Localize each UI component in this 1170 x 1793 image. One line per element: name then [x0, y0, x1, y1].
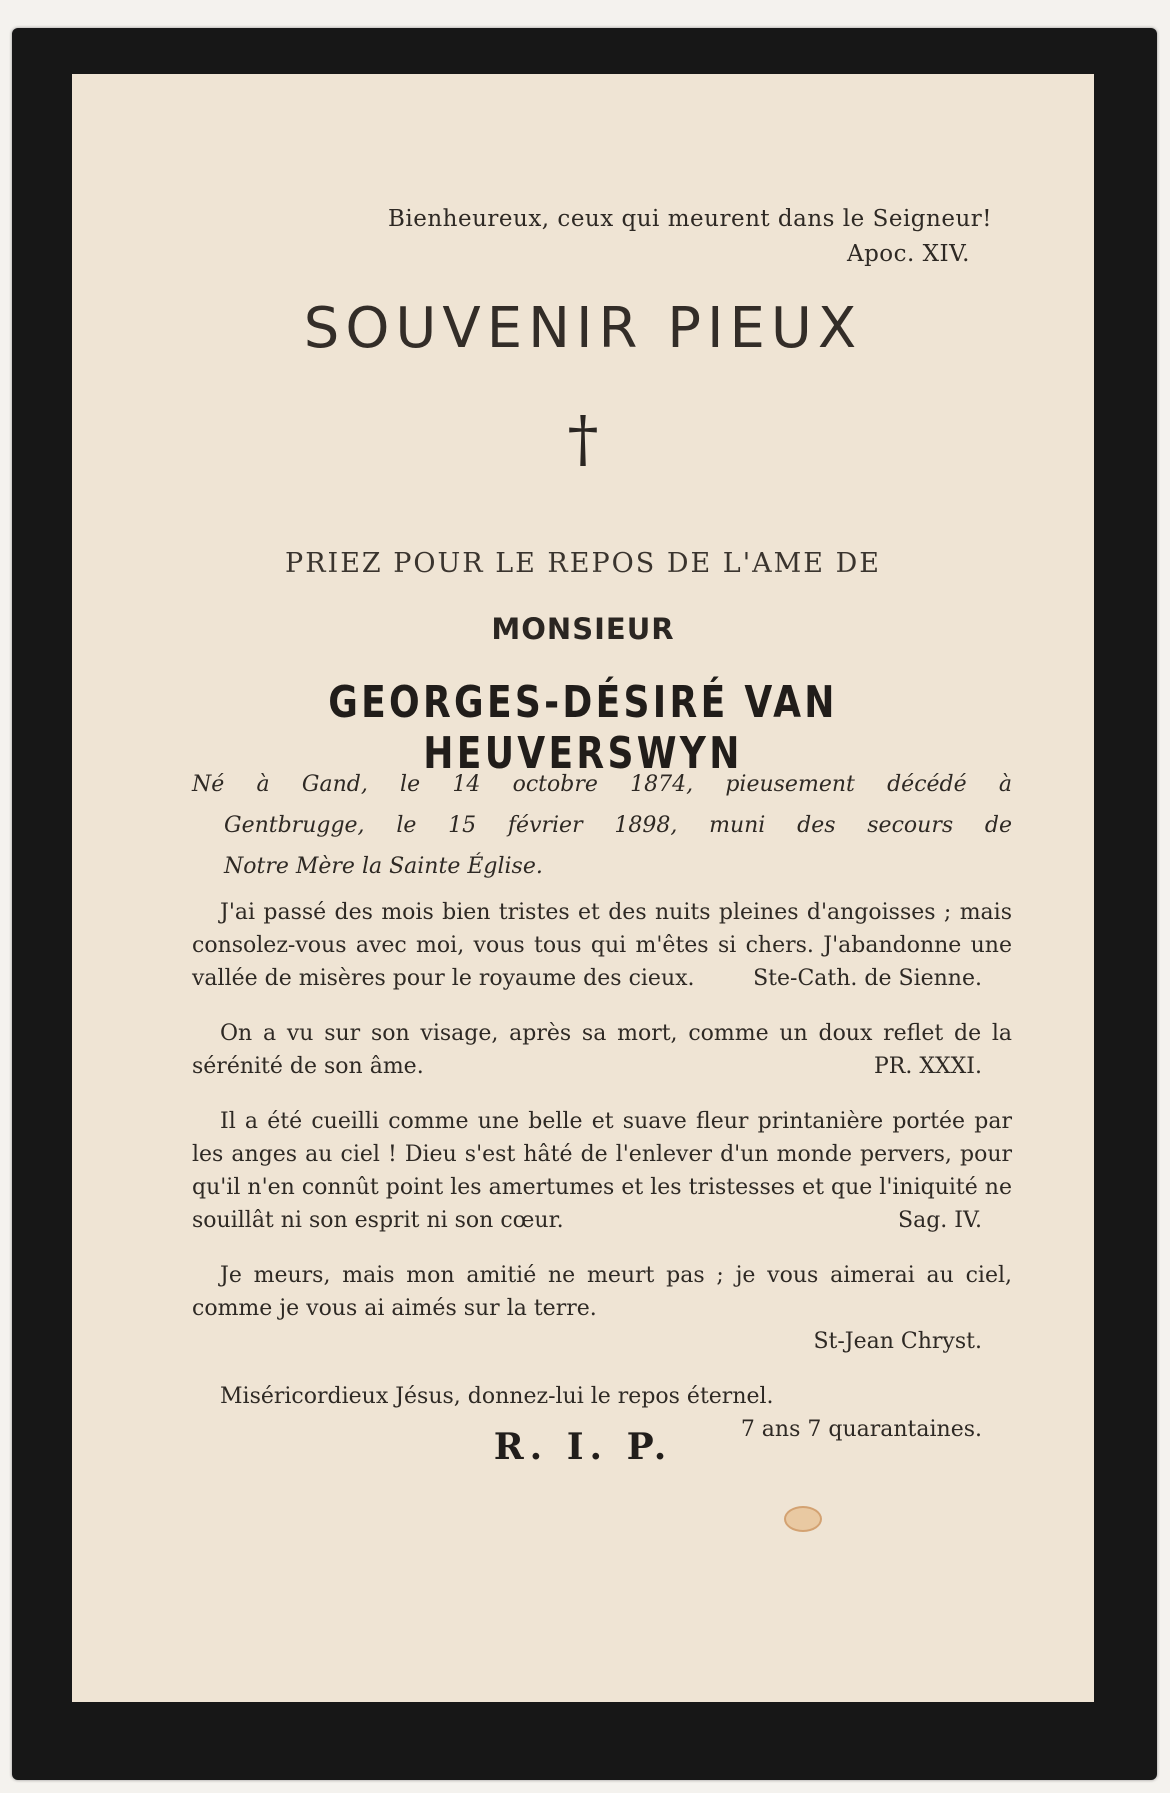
- birth-line-2: Gentbrugge, le 15 février 1898, muni des secours de: [224, 813, 1012, 838]
- epigraph-source: Apoc. XIV.: [846, 241, 970, 267]
- cross-icon: †: [567, 402, 599, 475]
- birth-line-3: Notre Mère la Sainte Église.: [224, 854, 543, 879]
- prayer-line: PRIEZ POUR LE REPOS DE L'AME DE: [285, 548, 881, 579]
- quote-text: Il a été cueilli comme une belle et suave fleur printanière portée par les anges au ciel ! Dieu s'est hâté de l'enlever d'un monde pervers, pour qu'il n'en connût point les amertumes et les tristesses et que l'iniquité ne souillât ni son esprit ni son cœur.: [192, 1109, 1012, 1233]
- quote-source: St-Jean Chryst.: [813, 1329, 982, 1354]
- quote-text: Je meurs, mais mon amitié ne meurt pas ; je vous aimerai au ciel, comme je vous ai aimés sur la terre.: [192, 1263, 1012, 1321]
- quote-paragraph: [192, 1017, 1012, 1083]
- card-title: SOUVENIR PIEUX: [303, 296, 863, 361]
- quote-source: Sag. IV.: [898, 1208, 982, 1233]
- paper-stain: [784, 1506, 822, 1532]
- card-paper: [72, 74, 1094, 1702]
- quote-source: PR. XXXI.: [873, 1054, 982, 1079]
- closing-rip: R. I. P.: [493, 1426, 673, 1468]
- quote-source: Ste-Cath. de Sienne.: [753, 966, 982, 991]
- birth-line-1: Né à Gand, le 14 octobre 1874, pieusement décédé à: [192, 772, 1012, 797]
- quote-paragraph: [192, 1105, 1012, 1237]
- quotations: [192, 874, 1012, 1456]
- quote-paragraph: [192, 1259, 1012, 1358]
- deceased-name: GEORGES-DÉSIRÉ VAN HEUVERSWYN: [328, 677, 838, 779]
- mourning-card: [12, 28, 1157, 1780]
- quote-text: On a vu sur son visage, après sa mort, comme un doux reflet de la sérénité de son âme.: [192, 1021, 1012, 1079]
- honorific: MONSIEUR: [491, 612, 675, 646]
- epigraph: [232, 202, 992, 272]
- epigraph-text: Bienheureux, ceux qui meurent dans le Seigneur!: [388, 206, 992, 232]
- quote-text: Miséricordieux Jésus, donnez-lui le repos éternel.: [220, 1384, 774, 1409]
- quote-source: 7 ans 7 quarantaines.: [740, 1417, 982, 1442]
- birth-death-details: [192, 764, 1012, 887]
- quote-text: J'ai passé des mois bien tristes et des nuits pleines d'angoisses ; mais consolez-vous avec moi, vous tous qui m'êtes si chers. J'abandonne une vallée de misères pour le royaume des cieux.: [192, 900, 1012, 991]
- quote-paragraph: [192, 896, 1012, 995]
